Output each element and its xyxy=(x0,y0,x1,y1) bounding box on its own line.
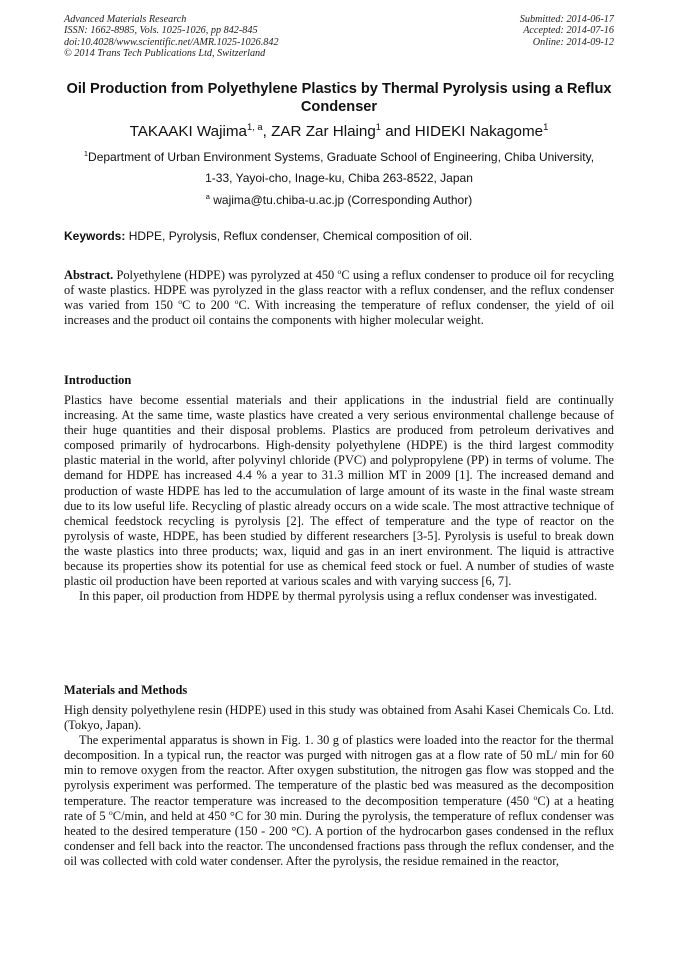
author-affiliation-mark: 1 xyxy=(543,120,549,132)
degree-mark: o xyxy=(533,792,538,802)
keywords-text: HDPE, Pyrolysis, Reflux condenser, Chemical composition of oil. xyxy=(125,229,473,243)
methods-body xyxy=(64,703,614,869)
introduction-heading: Introduction xyxy=(64,373,132,387)
author-name: HIDEKI Nakagome xyxy=(414,123,544,140)
corresponding-email: wajima@tu.chiba-u.ac.jp (Corresponding Author) xyxy=(209,193,473,207)
abstract xyxy=(64,268,614,328)
author-name: ZAR Zar Hlaing xyxy=(271,123,376,140)
submitted-date: Submitted: 2014-06-17 xyxy=(519,14,614,25)
journal-doi: doi:10.4028/www.scientific.net/AMR.1025-1026.842 xyxy=(64,36,279,48)
abstract-text: C. With increasing the temperature of reflux condenser, the yield of oil increases and the product oil contains the components with higher molecular weight. xyxy=(64,298,615,328)
email-mark: a xyxy=(205,192,210,201)
affiliation-line-1 xyxy=(40,150,638,164)
author-affiliation-mark: 1 xyxy=(375,120,382,132)
methods-paragraph-1: High density polyethylene resin (HDPE) used in this study was obtained from Asahi Kasei Chemicals Co. Ltd. (Tokyo, Japan). xyxy=(64,703,614,733)
journal-issn: ISSN: 1662-8985, Vols. 1025-1026, pp 842-845 xyxy=(64,25,258,37)
introduction-body xyxy=(64,393,614,604)
author-separator: , xyxy=(262,123,272,140)
abstract-text: Polyethylene (HDPE) was pyrolyzed at 450 xyxy=(113,268,338,282)
author-separator: and xyxy=(381,123,415,140)
online-date: Online: 2014-09-12 xyxy=(532,36,614,48)
author-list xyxy=(40,120,638,141)
introduction-paragraph-2: In this paper, oil production from HDPE by thermal pyrolysis using a reflux condenser was investigated. xyxy=(79,589,598,604)
methods-text: C) at a heating rate of 5 xyxy=(64,793,614,823)
methods-heading: Materials and Methods xyxy=(64,683,188,697)
affiliation-line-2: 1-33, Yayoi-cho, Inage-ku, Chiba 263-8522, Japan xyxy=(205,171,473,185)
journal-name: Advanced Materials Research xyxy=(64,14,187,25)
introduction-paragraph-1: Plastics have become essential materials and their applications in the industrial field are continually increasing. At the same time, waste plastics have created a very serious environmental challenge because of their huge quantities and their disposal problems. Plastics are produced from petroleum derivatives and composed primarily of hydrocarbons. High-density polyethylene (HDPE) is the third largest commodity plastic material in the world, after polyvinyl chloride (PVC) and polypropylene (PP) in terms of volume. The demand for HDPE has increased 4.4 % a year to 31.3 million MT in 2009 [1]. The increased demand and production of waste HDPE has led to the accumulation of large amount of its waste in the final waste stream due to its low useful life. Recycling of plastic already occurs on a wide scale. The most attractive technique of chemical feedstock recycling is pyrolysis [2]. The effect of temperature and the type of reactor on the pyrolysis of waste, HDPE, has been studied by different researchers [3-5]. Pyrolysis is useful to break down the waste plastics into three products; wax, liquid and gas in an inert environment. The liquid is attractive because its properties show its potential for use as chemical feed stock or fuel. A number of studies of waste plastic oil production have been reported at various scales and with varying success [6, 7]. xyxy=(64,393,614,589)
keywords-label: Keywords: xyxy=(64,229,126,243)
journal-copyright: © 2014 Trans Tech Publications Ltd, Switzerland xyxy=(64,47,266,59)
author-affiliation-mark: 1, a xyxy=(246,120,263,132)
degree-mark: o xyxy=(178,297,183,307)
journal-info-left xyxy=(64,14,279,59)
degree-mark: o xyxy=(337,266,342,276)
abstract-text: C to 200 xyxy=(182,298,235,313)
affiliation-mark: 1 xyxy=(83,149,89,158)
accepted-date: Accepted: 2014-07-16 xyxy=(523,25,614,37)
author-name: TAKAAKI Wajima xyxy=(129,123,247,140)
degree-mark: o xyxy=(108,807,113,817)
methods-paragraph-2 xyxy=(64,733,614,869)
affiliation-department: Department of Urban Environment Systems, Graduate School of Engineering, Chiba University, xyxy=(88,150,595,164)
methods-text: The experimental apparatus is shown in Fig. 1. 30 g of plastics were loaded into the reactor for the thermal decomposition. In a typical run, the reactor was purged with nitrogen gas at a flow rate of 50 mL/ min for 60 min to remove oxygen from the reactor. After oxygen substitution, the nitrogen gas flow was stopped and the pyrolysis experiment was performed. The temperature of the plastic bed was measured as the decomposition temperature. The reactor temperature was increased to the decomposition temperature (450 xyxy=(64,733,614,808)
methods-text: C/min, and held at 450 °C for 30 min. During the pyrolysis, the temperature of reflux condenser was heated to the desired temperature (150 - 200 °C). A portion of the hydrocarbon gases condensed in the reflux condenser and fell back into the reactor. The uncondensed fractions pass through the reflux condenser, and the oil was collected with cold water condenser. After the pyrolysis, the residue remained in the reactor, xyxy=(64,808,614,868)
degree-mark: o xyxy=(234,297,239,307)
abstract-paragraph xyxy=(64,268,614,328)
abstract-text: C using a reflux condenser to produce oil for recycling of waste plastics. HDPE was pyrolyzed in the glass reactor with a reflux condenser, and the reflux condenser was varied from 150 xyxy=(64,268,614,313)
keywords xyxy=(64,229,624,243)
abstract-label: Abstract. xyxy=(64,268,114,282)
journal-info-right xyxy=(520,14,614,48)
paper-title: Oil Production from Polyethylene Plastics by Thermal Pyrolysis using a Reflux Condenser xyxy=(66,81,612,115)
corresponding-email-line xyxy=(40,193,638,207)
